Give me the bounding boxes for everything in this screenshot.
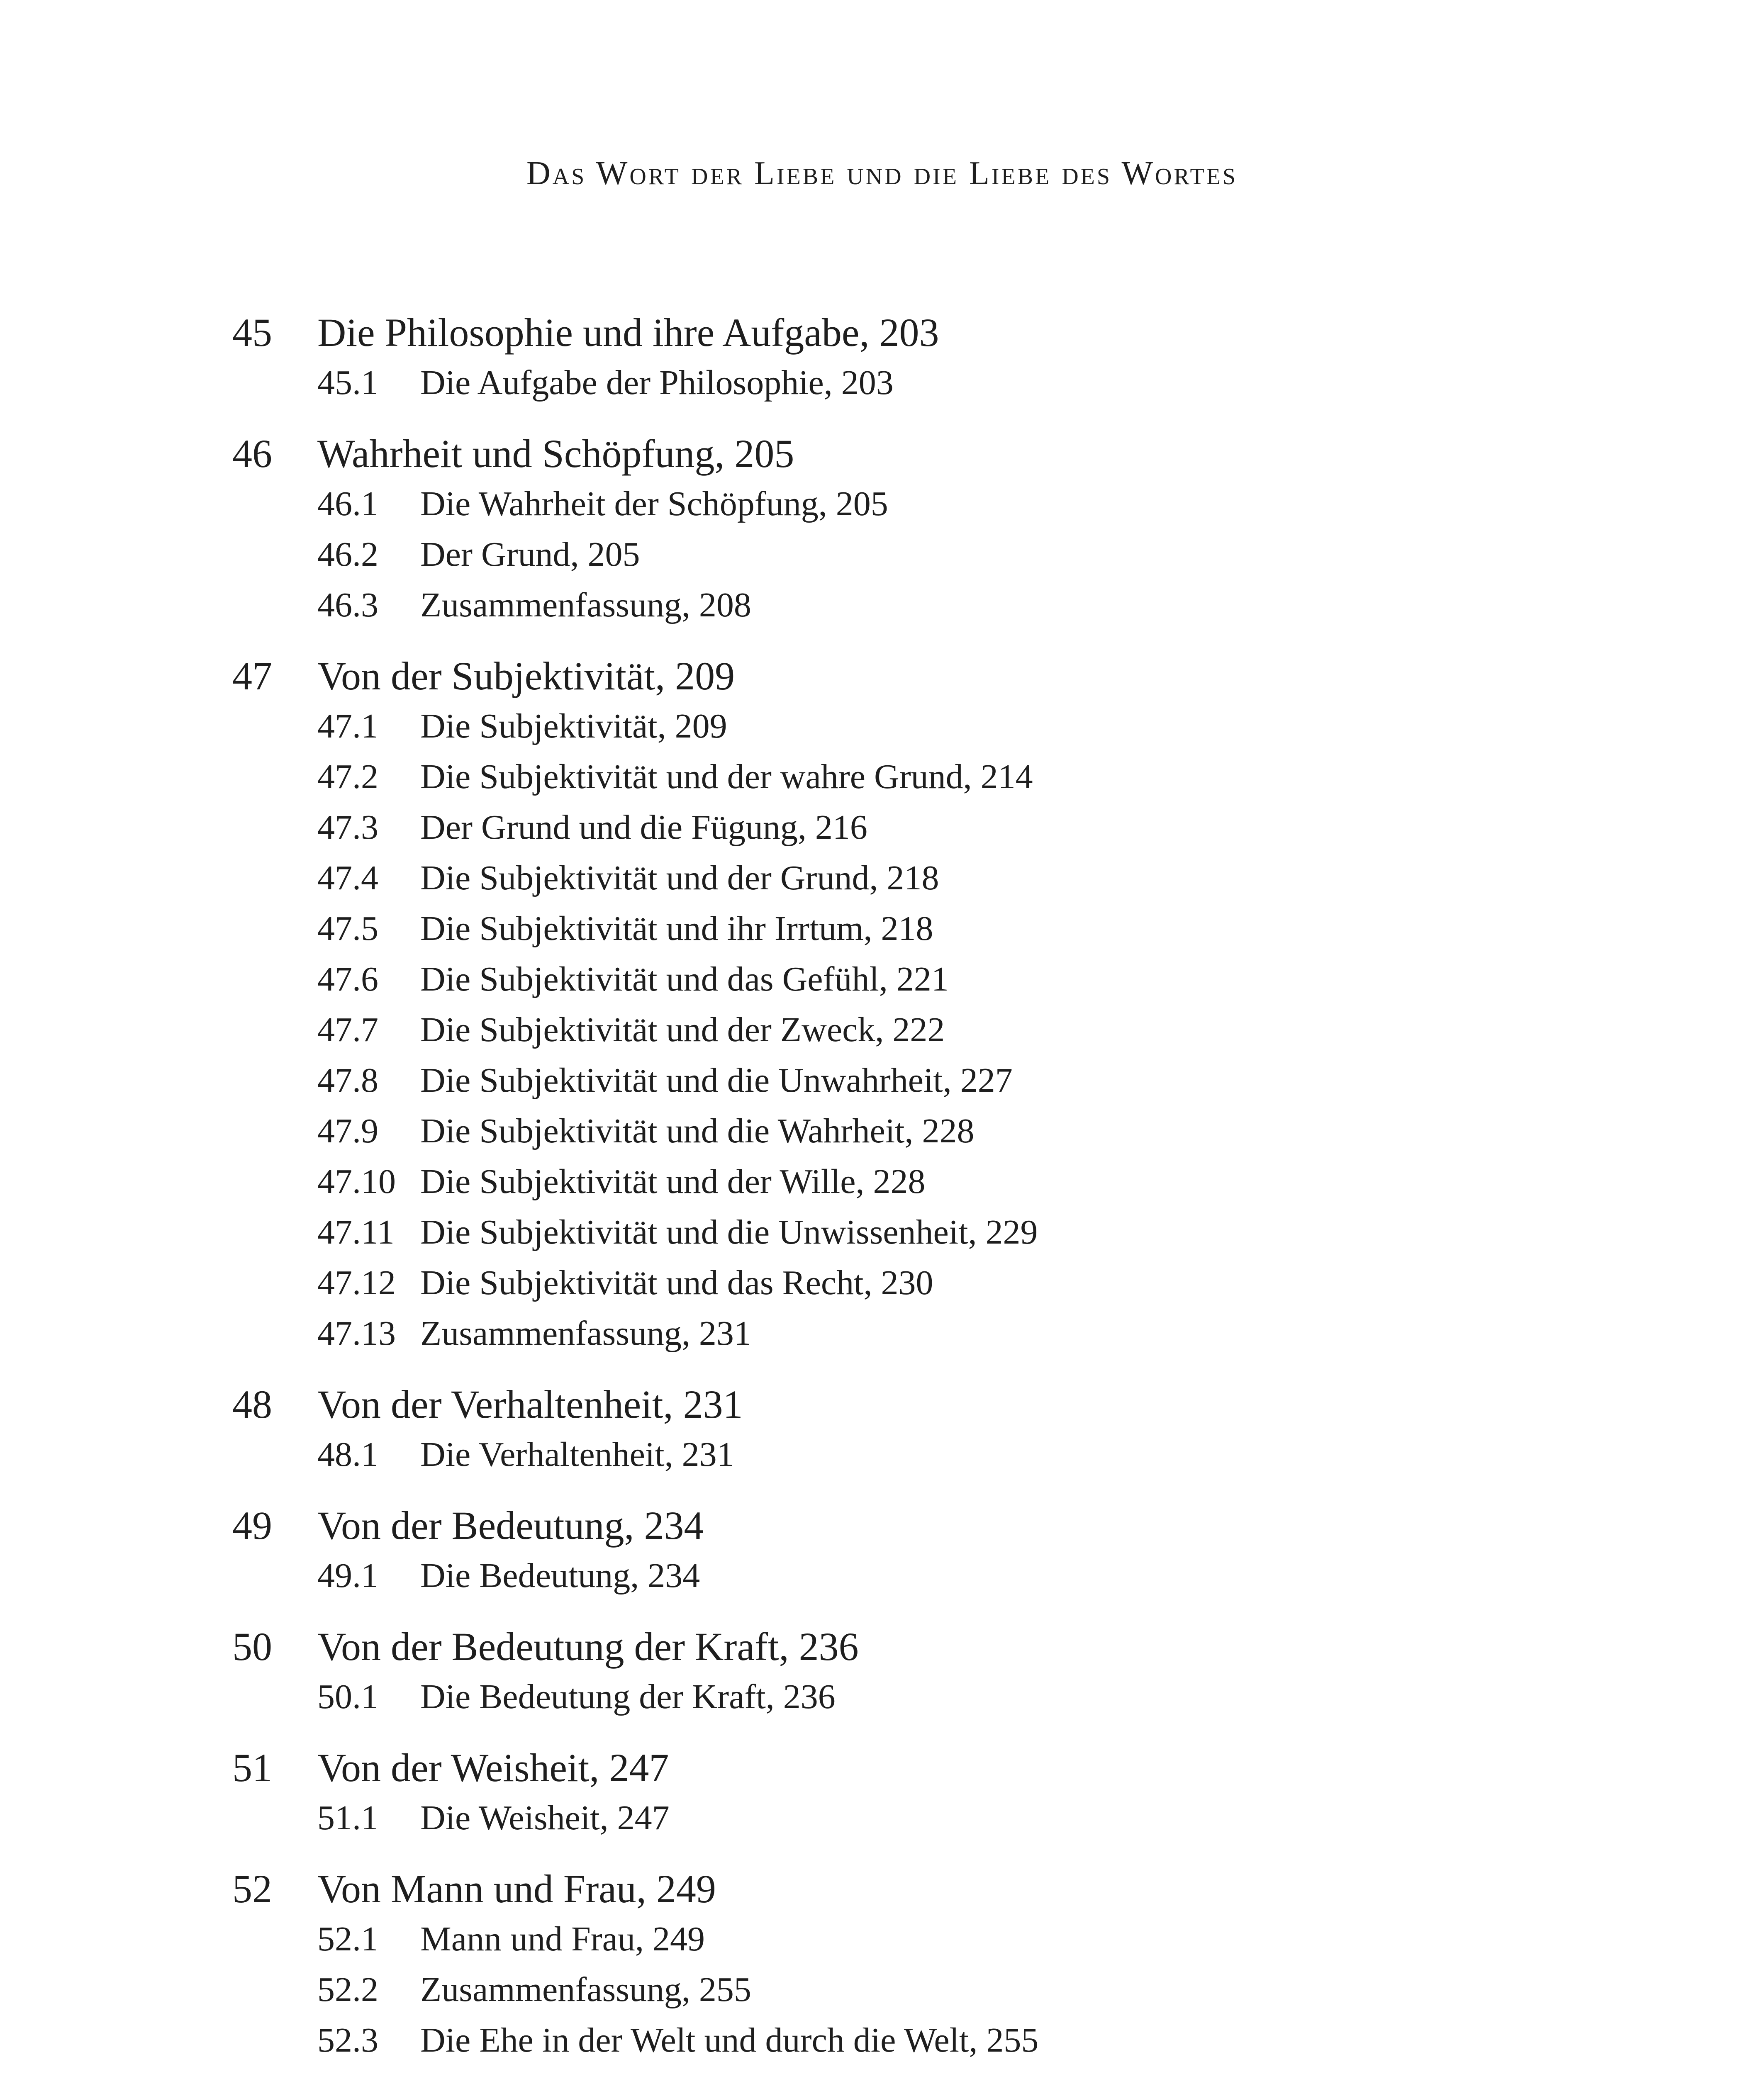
section-entry[interactable] xyxy=(317,752,1601,802)
chapter-entry[interactable] xyxy=(232,651,1601,701)
section-title: Der Grund und die Fügung, 216 xyxy=(420,808,867,847)
section-entry[interactable] xyxy=(317,1793,1601,1843)
section-entry[interactable] xyxy=(317,1258,1601,1308)
section-entry[interactable] xyxy=(317,903,1601,954)
toc-chapter xyxy=(232,308,1601,408)
chapter-entry[interactable] xyxy=(232,1864,1601,1914)
section-number: 51.1 xyxy=(317,1799,378,1837)
section-entry[interactable] xyxy=(317,580,1601,630)
section-number: 52.2 xyxy=(317,1970,378,2009)
section-number: 52.1 xyxy=(317,1920,378,1958)
section-entry[interactable] xyxy=(317,2015,1601,2066)
section-entry[interactable] xyxy=(317,701,1601,752)
section-number: 47.2 xyxy=(317,757,378,796)
section-title: Die Ehe in der Welt und durch die Welt, 255 xyxy=(420,2021,1039,2059)
chapter-entry[interactable] xyxy=(232,1380,1601,1429)
section-entry[interactable] xyxy=(317,1207,1601,1258)
section-number: 47.6 xyxy=(317,960,378,998)
section-number: 47.5 xyxy=(317,909,378,948)
chapter-title: Von der Weisheit, 247 xyxy=(317,1745,669,1790)
chapter-number: 48 xyxy=(232,1382,272,1426)
section-title: Mann und Frau, 249 xyxy=(420,1920,705,1958)
section-entry[interactable] xyxy=(317,1914,1601,1964)
chapter-number: 47 xyxy=(232,654,272,698)
section-entry[interactable] xyxy=(317,1429,1601,1480)
chapter-title: Die Philosophie und ihre Aufgabe, 203 xyxy=(317,310,939,355)
toc-chapter xyxy=(232,1622,1601,1722)
chapter-number: 45 xyxy=(232,310,272,355)
section-title: Die Bedeutung, 234 xyxy=(420,1556,700,1595)
section-entry[interactable] xyxy=(317,954,1601,1005)
chapter-title: Von der Subjektivität, 209 xyxy=(317,654,735,698)
section-entry[interactable] xyxy=(317,1551,1601,1601)
section-title: Die Subjektivität und ihr Irrtum, 218 xyxy=(420,909,933,948)
section-number: 50.1 xyxy=(317,1677,378,1716)
section-number: 47.11 xyxy=(317,1213,395,1251)
section-number: 47.12 xyxy=(317,1263,396,1302)
section-title: Die Verhaltenheit, 231 xyxy=(420,1435,734,1474)
chapter-entry[interactable] xyxy=(232,1743,1601,1793)
section-number: 47.10 xyxy=(317,1162,396,1201)
section-number: 47.1 xyxy=(317,707,378,745)
section-title: Die Subjektivität und die Wahrheit, 228 xyxy=(420,1112,975,1150)
section-entry[interactable] xyxy=(317,1672,1601,1722)
section-number: 47.4 xyxy=(317,859,378,897)
section-number: 47.9 xyxy=(317,1112,378,1150)
section-title: Die Subjektivität und der wahre Grund, 214 xyxy=(420,757,1033,796)
chapter-title: Wahrheit und Schöpfung, 205 xyxy=(317,431,794,476)
toc-chapter xyxy=(232,651,1601,1359)
section-title: Die Bedeutung der Kraft, 236 xyxy=(420,1677,836,1716)
chapter-number: 46 xyxy=(232,431,272,476)
chapter-title: Von der Bedeutung, 234 xyxy=(317,1503,704,1548)
section-number: 47.8 xyxy=(317,1061,378,1100)
chapter-entry[interactable] xyxy=(232,1501,1601,1551)
section-title: Der Grund, 205 xyxy=(420,535,640,574)
section-title: Die Subjektivität und der Grund, 218 xyxy=(420,859,939,897)
toc-chapter xyxy=(232,1864,1601,2066)
section-entry[interactable] xyxy=(317,1106,1601,1156)
section-entry[interactable] xyxy=(317,802,1601,853)
chapter-title: Von der Bedeutung der Kraft, 236 xyxy=(317,1624,859,1669)
section-number: 46.3 xyxy=(317,586,378,624)
running-head: Das Wort der Liebe und die Liebe des Wortes xyxy=(526,155,1238,192)
section-number: 46.2 xyxy=(317,535,378,574)
section-title: Zusammenfassung, 208 xyxy=(420,586,751,624)
toc-chapter xyxy=(232,429,1601,630)
toc-chapter xyxy=(232,1501,1601,1601)
section-title: Die Subjektivität und das Gefühl, 221 xyxy=(420,960,949,998)
toc-chapter xyxy=(232,1743,1601,1843)
section-entry[interactable] xyxy=(317,853,1601,903)
toc-chapter xyxy=(232,1380,1601,1480)
section-number: 47.13 xyxy=(317,1314,396,1353)
section-title: Die Subjektivität und der Wille, 228 xyxy=(420,1162,926,1201)
chapter-number: 51 xyxy=(232,1745,272,1790)
section-number: 45.1 xyxy=(317,363,378,402)
chapter-entry[interactable] xyxy=(232,429,1601,479)
section-title: Zusammenfassung, 255 xyxy=(420,1970,751,2009)
section-title: Die Subjektivität und das Recht, 230 xyxy=(420,1263,933,1302)
section-title: Die Subjektivität und der Zweck, 222 xyxy=(420,1010,945,1049)
table-of-contents xyxy=(232,308,1601,2074)
section-number: 47.7 xyxy=(317,1010,378,1049)
section-title: Die Subjektivität und die Unwissenheit, 229 xyxy=(420,1213,1038,1251)
section-number: 46.1 xyxy=(317,484,378,523)
section-number: 48.1 xyxy=(317,1435,378,1474)
section-entry[interactable] xyxy=(317,1055,1601,1106)
section-entry[interactable] xyxy=(317,479,1601,529)
section-title: Die Wahrheit der Schöpfung, 205 xyxy=(420,484,888,523)
section-number: 49.1 xyxy=(317,1556,378,1595)
chapter-number: 50 xyxy=(232,1624,272,1669)
chapter-title: Von der Verhaltenheit, 231 xyxy=(317,1382,743,1426)
section-title: Die Subjektivität und die Unwahrheit, 227 xyxy=(420,1061,1013,1100)
section-entry[interactable] xyxy=(317,1964,1601,2015)
chapter-entry[interactable] xyxy=(232,308,1601,358)
section-entry[interactable] xyxy=(317,1005,1601,1055)
section-title: Die Subjektivität, 209 xyxy=(420,707,727,745)
section-entry[interactable] xyxy=(317,1308,1601,1359)
chapter-number: 49 xyxy=(232,1503,272,1548)
section-title: Die Weisheit, 247 xyxy=(420,1799,670,1837)
section-number: 47.3 xyxy=(317,808,378,847)
section-entry[interactable] xyxy=(317,358,1601,408)
section-title: Die Aufgabe der Philosophie, 203 xyxy=(420,363,894,402)
chapter-number: 52 xyxy=(232,1867,272,1911)
section-entry[interactable] xyxy=(317,529,1601,580)
section-entry[interactable] xyxy=(317,1156,1601,1207)
section-title: Zusammenfassung, 231 xyxy=(420,1314,751,1353)
section-number: 52.3 xyxy=(317,2021,378,2059)
chapter-entry[interactable] xyxy=(232,1622,1601,1672)
chapter-title: Von Mann und Frau, 249 xyxy=(317,1867,716,1911)
